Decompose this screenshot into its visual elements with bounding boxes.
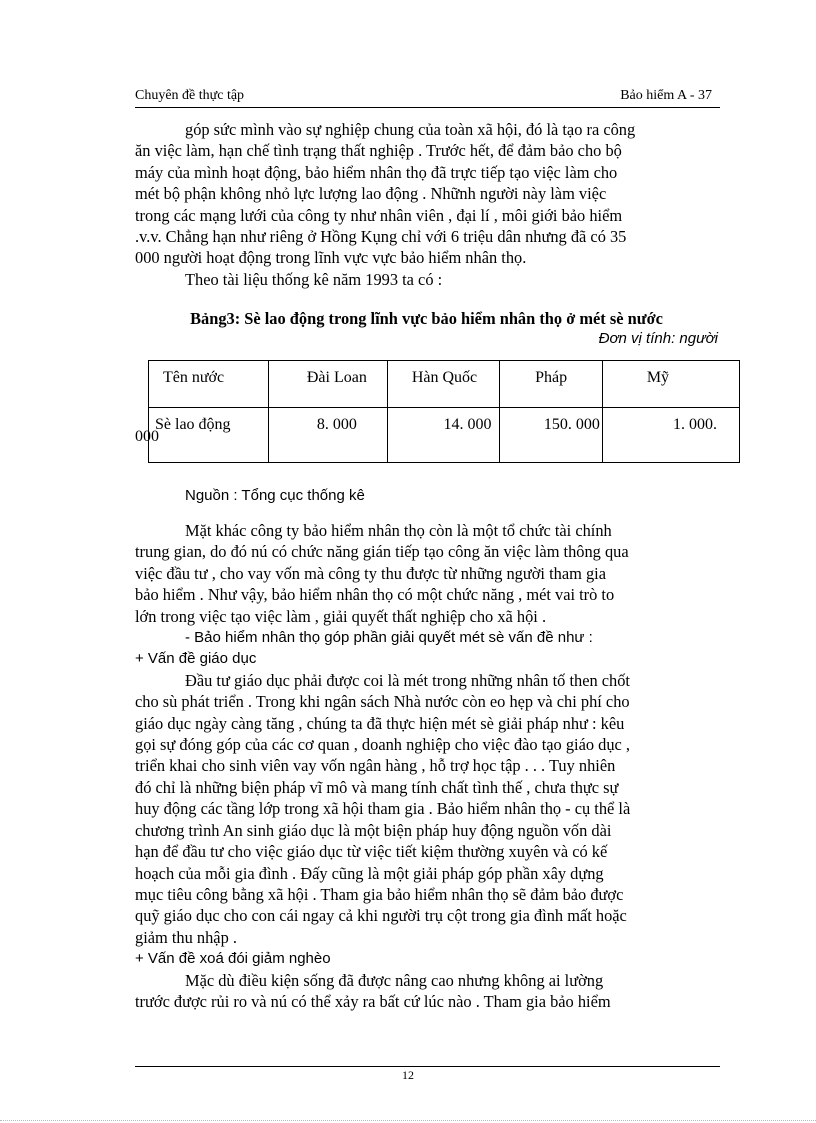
text-line: ăn việc làm, hạn chế tình trạng thất nghiệp . Trước hết, để đảm bảo cho bộ [135,141,622,161]
table-unit: Đơn vị tính: người [598,330,718,347]
text-line: máy của mình hoạt động, bảo hiểm nhân thọ đã trực tiếp tạo việc làm cho [135,162,618,182]
text-line: giáo dục ngày càng tăng , chúng ta đã thực hiện mét sè giải pháp như : kêu [135,713,625,733]
text-line: trung gian, do đó nú có chức năng gián tiếp tạo công ăn việc làm thông qua [135,542,629,562]
text-line: cho sù phát triển . Trong khi ngân sách Nhà nước còn eo hẹp và chi phí cho [135,692,630,712]
table-header-cell: Pháp [500,361,602,408]
text-line: chương trình An sinh giáo dục là một biện pháp huy động nguồn vốn dài [135,820,612,840]
table-row [149,408,740,463]
paragraph-3 [135,520,718,1012]
text-line: triển khai cho sinh viên vay vốn ngân hàng , hỗ trợ học tập . . . Tuy nhiên [135,756,616,776]
table-header-cell: Hàn Quốc [387,361,500,408]
footer-rule [135,1066,720,1067]
labor-table [148,360,740,463]
text-line: gọi sự đóng góp của các cơ quan , doanh nghiệp cho việc đào tạo giáo dục , [135,735,631,755]
text-line: góp sức mình vào sự nghiệp chung của toàn xã hội, đó là tạo ra công [185,120,636,139]
table-cell: 8. 000 [269,408,387,463]
section-heading-education: + Vấn đề giáo dục [135,650,257,668]
text-line: 000 người hoạt động trong lĩnh vực vực bảo hiểm nhân thọ. [135,248,527,268]
text-line: .v.v. Chẳng hạn như riêng ở Hồng Kụng chỉ với 6 triệu dân nhưng đã có 35 [135,227,627,247]
text-line: việc đầu tư , cho vay vốn mà công ty thu được từ những người tham gia [135,563,606,583]
section-heading-poverty: + Vấn đề xoá đói giảm nghèo [135,950,331,968]
text-line: quỹ giáo dục cho con cái ngay cả khi người trụ cột trong gia đình mất hoặc [135,906,627,926]
table-overflow-text: 000 [135,428,159,445]
text-line: Đầu tư giáo dục phải được coi là mét trong những nhân tố then chốt [185,670,630,690]
text-line: mục tiêu công bằng xã hội . Tham gia bảo hiểm nhân thọ sẽ đảm bảo được [135,884,624,904]
table-header-row [149,361,740,408]
text-line: Mặc dù điều kiện sống đã được nâng cao nhưng không ai lường [185,970,604,990]
text-line: Mặt khác công ty bảo hiểm nhân thọ còn là một tổ chức tài chính [185,521,612,540]
table-row-label: Sè lao động [149,408,269,463]
page-edge [0,1120,816,1121]
text-line: đó chỉ là những biện pháp vĩ mô và mang tính chất tình thế , chưa thực sự [135,777,619,797]
text-line: lớn trong việc tạo việc làm , giải quyết thất nghiệp cho xã hội . [135,606,547,626]
header-right-text: Bảo hiểm A - 37 [620,88,712,103]
text-line: trước được rủi ro và nú có thể xảy ra bất cứ lúc nào . Tham gia bảo hiểm [135,991,611,1011]
table-header-cell: Tên nước [149,361,269,408]
text-line: bảo hiểm . Như vậy, bảo hiểm nhân thọ có một chức năng , mét vai trò to [135,585,615,605]
text-line: huy động các tầng lớp trong xã hội tham gia . Bảo hiểm nhân thọ - cụ thể là [135,799,631,819]
text-line: hoạch của mỗi gia đình . Đấy cũng là một giải pháp góp phần xây dựng [135,863,604,883]
text-line: giảm thu nhập . [135,927,237,947]
source-note: Nguồn : Tổng cục thống kê [185,487,365,504]
paragraph-1 [135,119,718,290]
header-left-text: Chuyên đề thực tập [135,88,245,103]
table-cell: 150. 000 [500,408,602,463]
text-line: trong các mạng lưới của công ty như nhân viên , đại lí , môi giới bảo hiểm [135,205,623,225]
table-cell: 14. 000 [387,408,500,463]
table-header-cell: Đài Loan [269,361,387,408]
text-line: hạn để đầu tư cho việc giáo dục từ việc tiết kiệm thường xuyên và có kế [135,842,608,862]
paragraph-4: - Bảo hiểm nhân thọ góp phần giải quyết mét sè vấn đề như : [185,629,593,647]
paragraph-2: Theo tài liệu thống kê năm 1993 ta có : [185,269,443,289]
text-line: mét bộ phận không nhỏ lực lượng lao động . Nhữnh người này làm việc [135,184,607,204]
table-header-cell: Mỹ [602,361,739,408]
table-caption: Bảng3: Sè lao động trong lĩnh vực bảo hiểm nhân thọ ở mét sè nước [190,309,663,328]
page-number: 12 [402,1068,414,1082]
page-header [135,85,720,108]
table-cell: 1. 000. [602,408,739,463]
